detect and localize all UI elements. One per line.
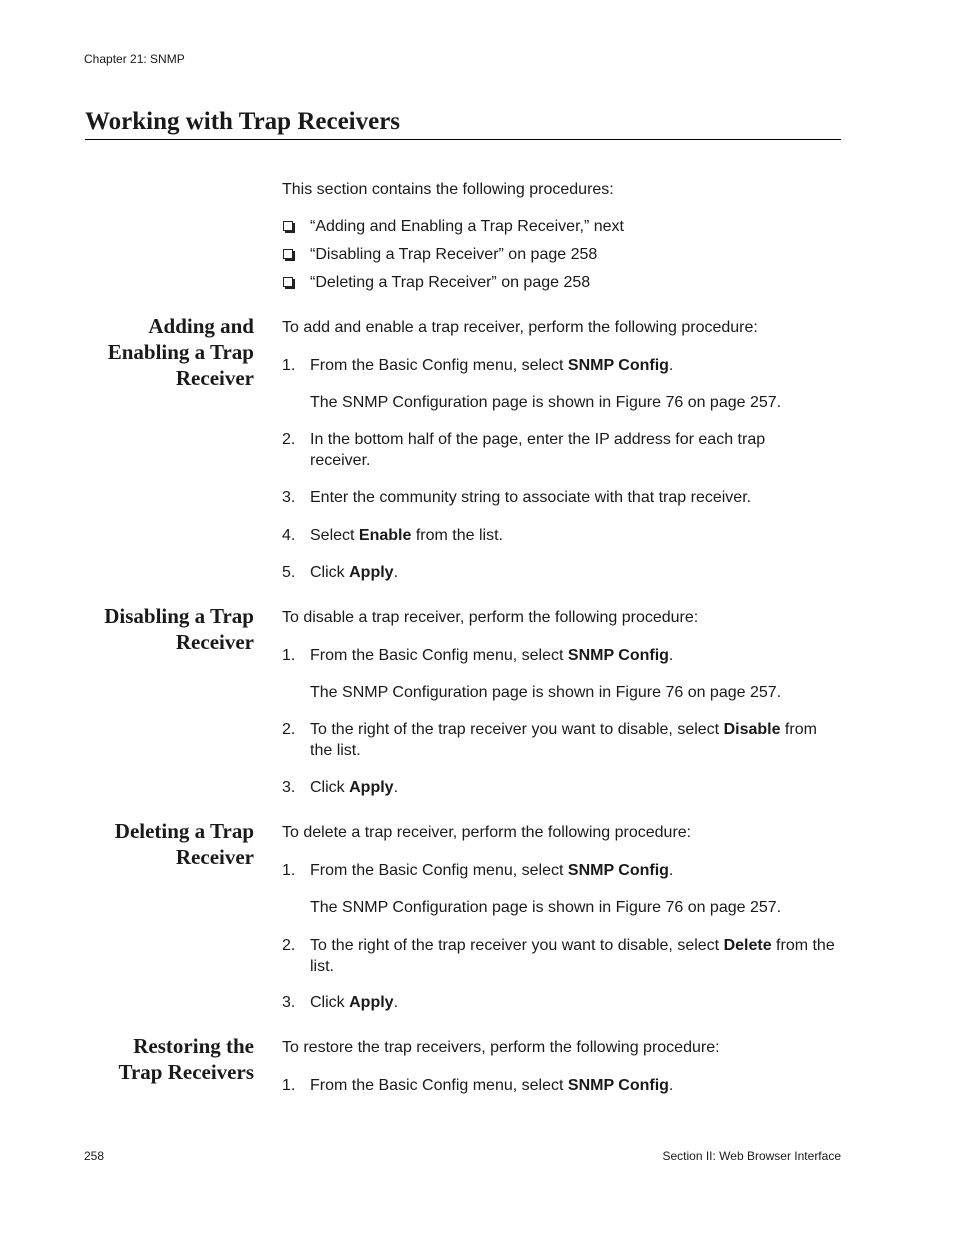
heading-line: Trap Receivers xyxy=(118,1060,254,1084)
page-title: Working with Trap Receivers xyxy=(85,106,841,140)
step-number: 2. xyxy=(282,721,296,738)
restoring-step-1: From the Basic Config menu, select SNMP Config. xyxy=(310,1077,674,1094)
heading-line: Receiver xyxy=(175,366,254,390)
bullet-link-adding[interactable]: “Adding and Enabling a Trap Receiver,” next xyxy=(310,218,624,235)
deleting-intro: To delete a trap receiver, perform the following procedure: xyxy=(282,824,692,841)
adding-step-5: Click Apply. xyxy=(310,564,399,581)
page-number: 258 xyxy=(84,1149,105,1163)
heading-line: Receiver xyxy=(175,845,254,869)
step-number: 3. xyxy=(282,779,296,796)
step-number: 2. xyxy=(282,937,296,954)
side-heading-restoring xyxy=(119,1033,254,1085)
disabling-step-3: Click Apply. xyxy=(310,779,399,796)
step-number: 3. xyxy=(282,994,296,1011)
disabling-step-2: To the right of the trap receiver you want to disable, select Disable from the list. xyxy=(310,721,817,759)
deleting-step-1-note: The SNMP Configuration page is shown in Figure 76 on page 257. xyxy=(310,899,782,916)
step-number: 2. xyxy=(282,431,296,448)
step-number: 3. xyxy=(282,489,296,506)
side-heading-deleting xyxy=(115,818,254,870)
adding-step-1-note: The SNMP Configuration page is shown in Figure 76 on page 257. xyxy=(310,394,782,411)
restoring-intro: To restore the trap receivers, perform the following procedure: xyxy=(282,1039,720,1056)
side-heading-disabling xyxy=(104,603,254,655)
deleting-step-3: Click Apply. xyxy=(310,994,399,1011)
disabling-step-1-note: The SNMP Configuration page is shown in Figure 76 on page 257. xyxy=(310,684,782,701)
adding-step-1: From the Basic Config menu, select SNMP Config. xyxy=(310,357,674,374)
footer-section: Section II: Web Browser Interface xyxy=(662,1149,841,1163)
adding-step-4: Select Enable from the list. xyxy=(310,527,503,544)
step-number: 1. xyxy=(282,357,296,374)
heading-line: Disabling a Trap xyxy=(104,604,254,628)
bullet-link-deleting[interactable]: “Deleting a Trap Receiver” on page 258 xyxy=(310,274,591,291)
adding-step-3: Enter the community string to associate with that trap receiver. xyxy=(310,489,752,506)
heading-line: Deleting a Trap xyxy=(114,819,254,843)
chapter-header: Chapter 21: SNMP xyxy=(84,52,185,66)
disabling-intro: To disable a trap receiver, perform the following procedure: xyxy=(282,609,699,626)
bullet-icon xyxy=(283,221,293,231)
heading-line: Restoring the xyxy=(133,1034,254,1058)
heading-line: Enabling a Trap xyxy=(107,340,254,364)
adding-intro: To add and enable a trap receiver, perform the following procedure: xyxy=(282,319,758,336)
step-number: 1. xyxy=(282,647,296,664)
step-number: 1. xyxy=(282,862,296,879)
bullet-icon xyxy=(283,249,293,259)
step-number: 4. xyxy=(282,527,296,544)
heading-line: Receiver xyxy=(175,630,254,654)
deleting-step-2: To the right of the trap receiver you want to disable, select Delete from the list. xyxy=(310,937,835,975)
bullet-icon xyxy=(283,277,293,287)
heading-line: Adding and xyxy=(148,314,254,338)
bullet-link-disabling[interactable]: “Disabling a Trap Receiver” on page 258 xyxy=(310,246,598,263)
adding-step-2: In the bottom half of the page, enter the IP address for each trap receiver. xyxy=(310,431,766,469)
step-number: 1. xyxy=(282,1077,296,1094)
deleting-step-1: From the Basic Config menu, select SNMP Config. xyxy=(310,862,674,879)
side-heading-adding xyxy=(108,313,254,391)
intro-text: This section contains the following procedures: xyxy=(282,181,614,198)
disabling-step-1: From the Basic Config menu, select SNMP Config. xyxy=(310,647,674,664)
step-number: 5. xyxy=(282,564,296,581)
